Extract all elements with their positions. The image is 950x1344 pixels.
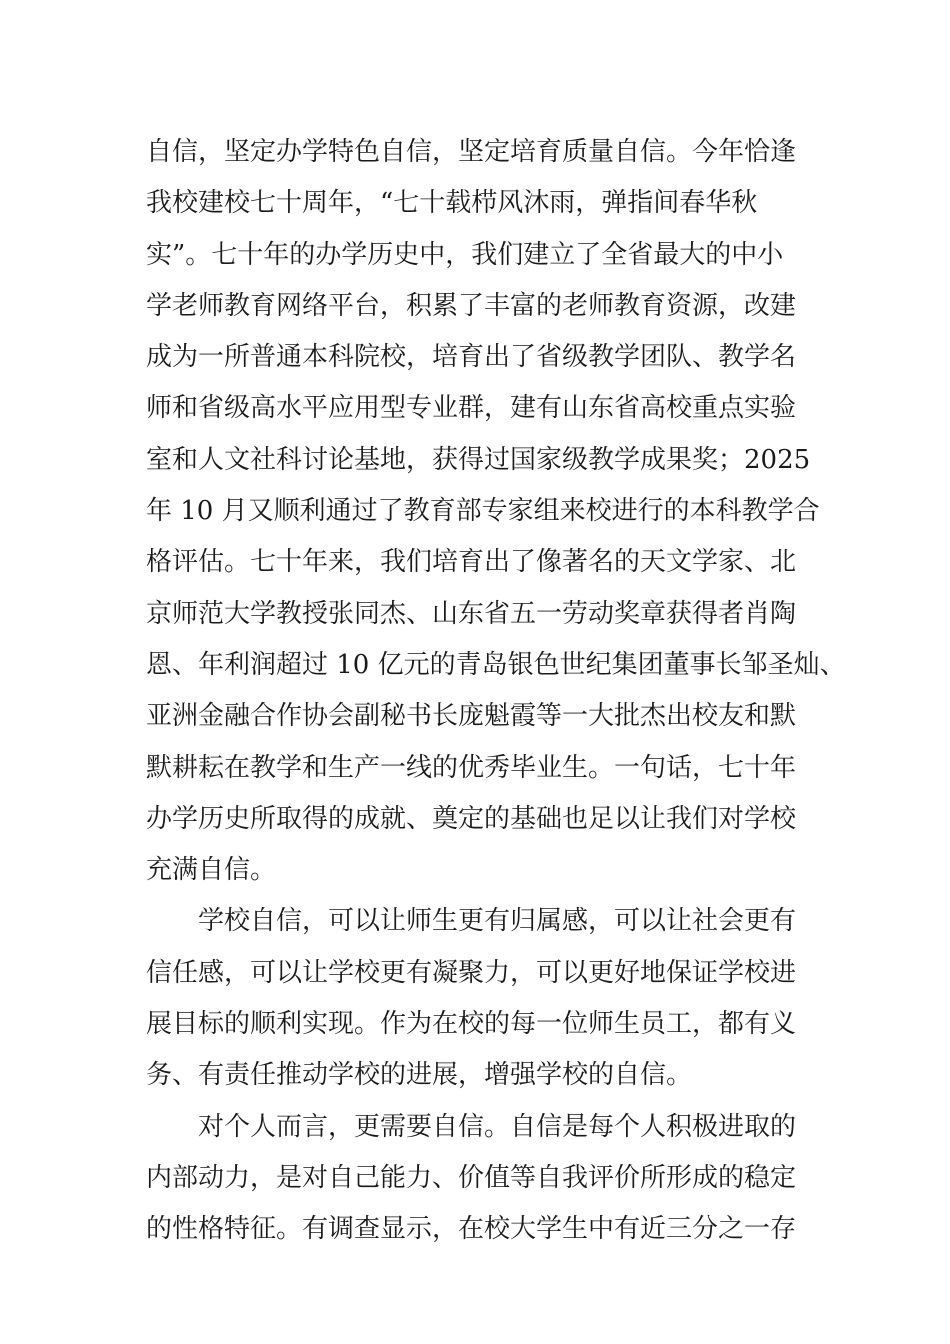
text-line: 成为一所普通本科院校，培育出了省级教学团队、教学名 [146,342,797,373]
text-line: 实”。七十年的办学历史中，我们建立了全省最大的中小 [146,239,784,270]
text-line: 室和人文社科讨论基地，获得过国家级教学成果奖；2025 [146,444,811,475]
paragraph-first-line: 对个人而言，更需要自信。自信是每个人积极进取的 [198,1111,797,1142]
text-line: 我校建校七十周年，“七十载栉风沐雨，弹指间春华秋 [146,188,758,219]
text-line: 展目标的顺利实现。作为在校的每一位师生员工，都有义 [146,1009,797,1040]
text-line: 的性格特征。有调查显示，在校大学生中有近三分之一存 [146,1214,797,1245]
text-line: 务、有责任推动学校的进展，增强学校的自信。 [146,1060,693,1091]
text-line: 学老师教育网络平台，积累了丰富的老师教育资源，改建 [146,290,797,321]
body-text [146,127,846,1256]
text-line: 京师范大学教授张同杰、山东省五一劳动奖章获得者肖陶 [146,598,797,629]
text-line: 充满自信。 [146,855,277,886]
text-line: 办学历史所取得的成就、奠定的基础也足以让我们对学校 [146,803,797,834]
text-line: 自信，坚定办学特色自信，坚定培育质量自信。今年恰逢 [146,137,797,167]
text-line: 默耕耘在教学和生产一线的优秀毕业生。一句话，七十年 [146,752,797,783]
text-line: 信任感，可以让学校更有凝聚力，可以更好地保证学校进 [146,957,797,988]
text-line: 亚洲金融合作协会副秘书长庞魁霞等一大批杰出校友和默 [146,701,797,732]
paragraph-first-line: 学校自信，可以让师生更有归属感，可以让社会更有 [198,906,797,937]
text-line: 恩、年利润超过 10 亿元的青岛银色世纪集团董事长邹圣灿、 [146,649,846,680]
text-line: 师和省级高水平应用型专业群，建有山东省高校重点实验 [146,393,797,424]
text-line: 内部动力，是对自己能力、价值等自我评价所形成的稳定 [146,1162,797,1193]
text-line: 年 10 月又顺利通过了教育部专家组来校进行的本科教学合 [146,496,820,527]
text-line: 格评估。七十年来，我们培育出了像著名的天文学家、北 [146,547,797,578]
